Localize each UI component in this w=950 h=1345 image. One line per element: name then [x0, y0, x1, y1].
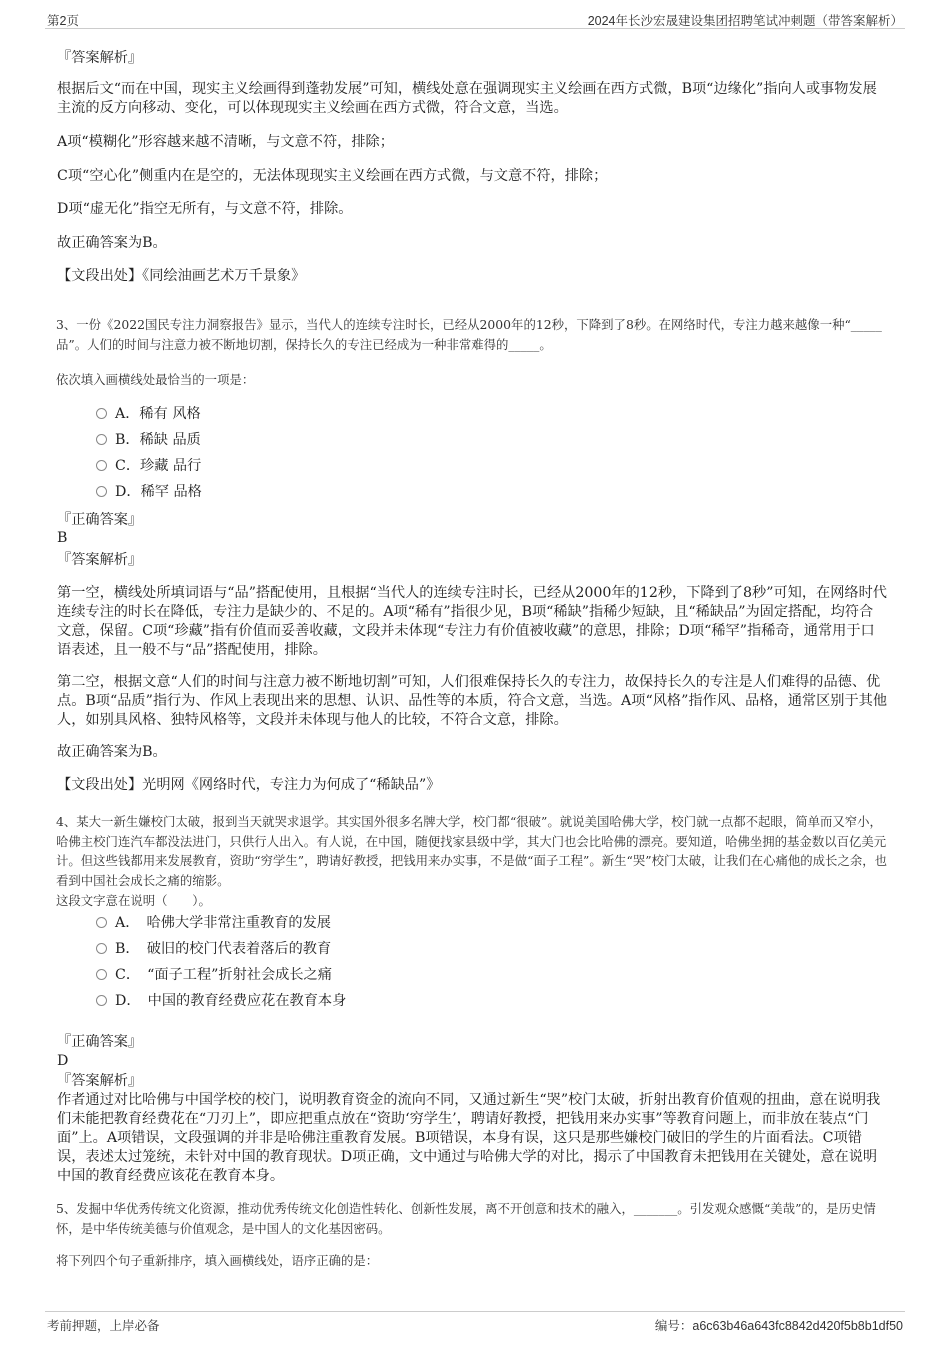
option-label: D．稀罕 品格	[115, 484, 202, 500]
option-label: A．稀有 风格	[115, 406, 201, 422]
option-label: D． 中国的教育经费应花在教育本身	[115, 993, 347, 1009]
correct-answer-label: 『正确答案』	[57, 512, 143, 528]
option-b[interactable]	[96, 939, 331, 959]
correct-answer: D	[57, 1053, 69, 1069]
question-stem: 4、某大一新生嫌校门太破，报到当天就哭求退学。其实国外很多名牌大学，校门都“很破”。就说美国哈佛大学，校门就一点都不起眼，简单而又窄小，哈佛主校门连汽车都没法进门，只供行人出入。有人说，在中国，随便找家县级中学，其大门也会比哈佛的漂亮。要知道，哈佛坐拥的基金数以百亿美元计。但这些钱都用来发展教育，资助“穷学生”，聘请好教授，把钱用来办实事，不是做“面子工程”。新生“哭”校门太破，让我们在心痛他的成长之余，也看到中国社会成长之痛的缩影。	[56, 814, 888, 888]
question-prompt: 这段文字意在说明（ ）。	[56, 893, 211, 908]
analysis-paragraph: A项“模糊化”形容越来越不清晰，与文意不符，排除；	[57, 134, 394, 150]
radio-icon[interactable]	[96, 943, 107, 954]
option-c[interactable]	[96, 965, 332, 985]
source-citation: 【文段出处】《同绘油画艺术万千景象》	[57, 268, 306, 284]
radio-icon[interactable]	[96, 460, 107, 471]
correct-answer: B	[57, 530, 68, 546]
option-label: C． “面子工程”折射社会成长之痛	[115, 967, 332, 983]
document-code: 编号：a6c63b46a643fc8842d420f5b8b1df50	[654, 1319, 903, 1333]
option-label: C．珍藏 品行	[115, 458, 202, 474]
radio-icon[interactable]	[96, 408, 107, 419]
analysis-paragraph: 第二空，根据文意“人们的时间与注意力被不断地切割”可知，人们很难保持长久的专注力，故保持长久的专注是人们难得的品德、优点。B项“品质”指行为、作风上表现出来的思想、认识、品性等的本质，符合文意，当选。A项“风格”指作风、品格，通常区别于其他人，如别具风格、独特风格等，文段并未体现与他人的比较，不符合文意，排除。	[57, 674, 888, 728]
question-prompt: 依次填入画横线处最恰当的一项是：	[56, 372, 255, 387]
answer-analysis-label: 『答案解析』	[57, 1073, 143, 1089]
analysis-paragraph: 作者通过对比哈佛与中国学校的校门，说明教育资金的流向不同，又通过新生“哭”校门太破，折射出教育价值观的扭曲，意在说明我们未能把教育经费花在“刀刃上”，即应把重点放在“资助‘穷学生’，聘请好教授，把钱用来办实事”等教育问题上，而非放在装点“门面”上。A项错误，文段强调的并非是哈佛注重教育发展。B项错误，本身有误，这只是那些嫌校门破旧的学生的片面看法。C项错误，表述太过笼统，未针对中国的教育现状。D项正确，文中通过与哈佛大学的对比，揭示了中国教育未把钱用在关键处，意在说明中国的教育经费应该花在教育本身。	[57, 1092, 881, 1184]
footer-slogan: 考前押题，上岸必备	[47, 1319, 160, 1333]
source-citation: 【文段出处】光明网《网络时代，专注力为何成了“稀缺品”》	[57, 777, 441, 793]
analysis-paragraph: D项“虚无化”指空无所有，与文意不符，排除。	[57, 201, 353, 217]
radio-icon[interactable]	[96, 917, 107, 928]
page-number: 第2页	[47, 14, 79, 28]
option-label: B．稀缺 品质	[115, 432, 201, 448]
option-b[interactable]	[96, 430, 201, 450]
analysis-paragraph: C项“空心化”侧重内在是空的，无法体现现实主义绘画在西方式微，与文意不符，排除；	[57, 168, 608, 184]
page-header	[45, 6, 905, 29]
question-prompt: 将下列四个句子重新排序，填入画横线处，语序正确的是：	[56, 1253, 379, 1268]
question-stem: 5、发掘中华优秀传统文化资源，推动优秀传统文化创造性转化、创新性发展，离不开创意和技术的融入，_______。引发观众感慨“美哉”的，是历史情怀，是中华传统美德与价值观念，是中国人的文化基因密码。	[56, 1201, 876, 1236]
answer-analysis-label: 『答案解析』	[57, 50, 143, 66]
option-d[interactable]	[96, 991, 346, 1011]
page-footer	[45, 1311, 905, 1339]
option-label: A． 哈佛大学非常注重教育的发展	[115, 915, 331, 931]
correct-answer-label: 『正确答案』	[57, 1034, 143, 1050]
radio-icon[interactable]	[96, 995, 107, 1006]
analysis-paragraph: 第一空，横线处所填词语与“品”搭配使用，且根据“当代人的连续专注时长，已经从2000年的12秒，下降到了8秒”可知，在网络时代连续专注的时长在降低，专注力是缺少的、不足的。A项“稀有”指很少见，B项“稀缺”指稀少短缺，且“稀缺品”为固定搭配，均符合文意，保留。C项“珍藏”指有价值而妥善收藏，文段并未体现“专注力有价值被收藏”的意思，排除；D项“稀罕”指稀奇，通常用于口语表述，且一般不与“品”搭配使用，排除。	[57, 585, 887, 658]
conclusion: 故正确答案为B。	[57, 744, 167, 760]
option-a[interactable]	[96, 913, 331, 933]
option-c[interactable]	[96, 456, 201, 476]
option-label: B． 破旧的校门代表着落后的教育	[115, 941, 332, 957]
document-title: 2024年长沙宏晟建设集团招聘笔试冲刺题（带答案解析）	[587, 14, 903, 28]
radio-icon[interactable]	[96, 434, 107, 445]
question-stem: 3、一份《2022国民专注力洞察报告》显示，当代人的连续专注时长，已经从2000年的12秒，下降到了8秒。在网络时代，专注力越来越像一种“_____品”。人们的时间与注意力被不断地切割，保持长久的专注已经成为一种非常难得的_____。	[56, 317, 882, 352]
conclusion: 故正确答案为B。	[57, 235, 167, 251]
option-d[interactable]	[96, 482, 202, 502]
radio-icon[interactable]	[96, 486, 107, 497]
answer-analysis-label: 『答案解析』	[57, 552, 143, 568]
option-a[interactable]	[96, 404, 201, 424]
radio-icon[interactable]	[96, 969, 107, 980]
analysis-paragraph: 根据后文“而在中国，现实主义绘画得到蓬勃发展”可知，横线处意在强调现实主义绘画在西方式微，B项“边缘化”指向人或事物发展主流的反方向移动、变化，可以体现现实主义绘画在西方式微，符合文意，当选。	[57, 81, 877, 116]
